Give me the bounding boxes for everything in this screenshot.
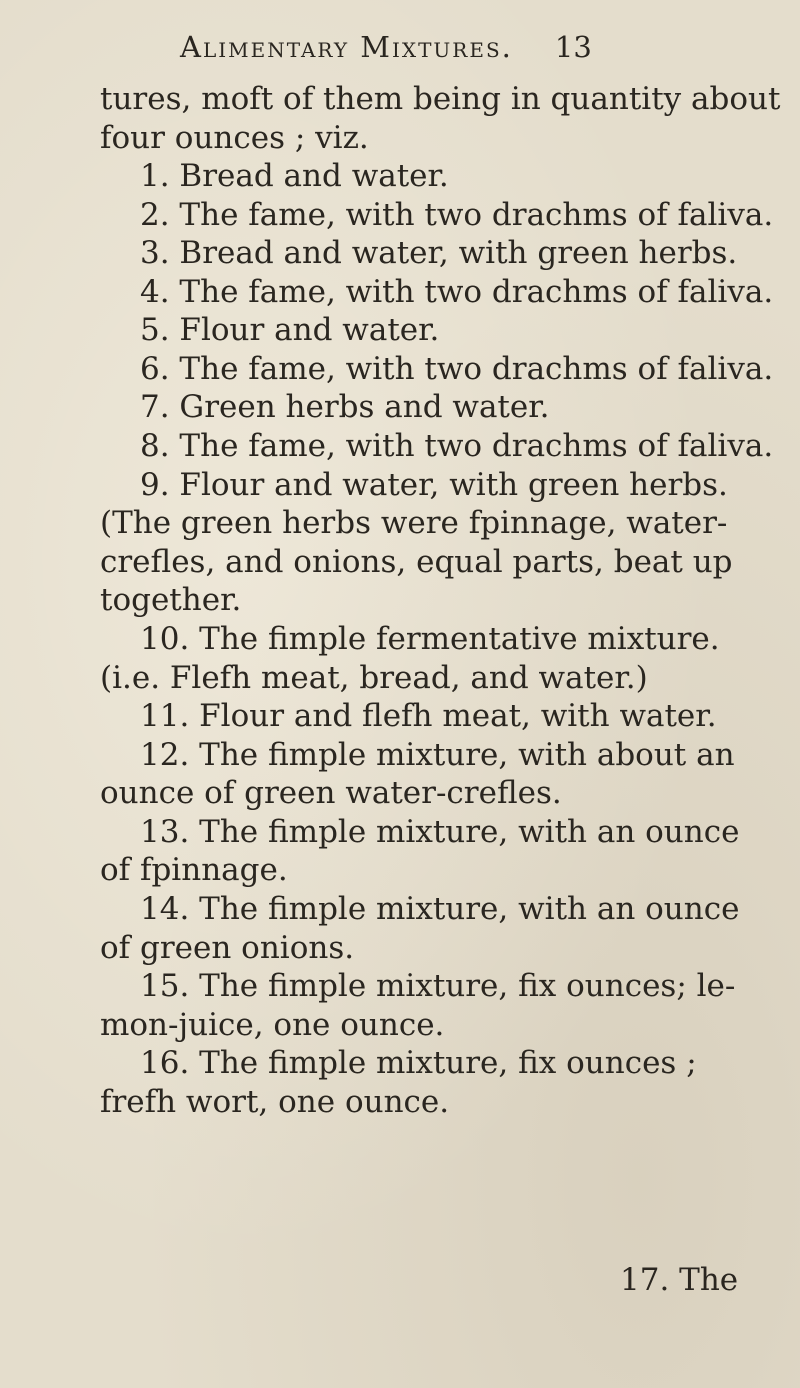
- list-item: 11. Flour and flefh meat, with water.: [140, 698, 717, 734]
- list-item: 2. The fame, with two drachms of faliva.: [140, 197, 774, 233]
- list-item: 15. The fimple mixture, fix ounces; le-: [140, 968, 736, 1004]
- text-line: frefh wort, one ounce.: [100, 1084, 450, 1120]
- list-item: 4. The fame, with two drachms of faliva.: [140, 274, 774, 310]
- catchword: 17. The: [620, 1262, 739, 1298]
- text-line: of green onions.: [100, 930, 355, 966]
- text-line: together.: [100, 582, 242, 618]
- text-line: of fpinnage.: [100, 852, 288, 888]
- text-line: (i.e. Flefh meat, bread, and water.): [100, 660, 648, 696]
- running-header: [180, 30, 780, 64]
- running-title: Alimentary Mixtures.: [180, 30, 513, 64]
- list-item: 10. The fimple fermentative mixture.: [140, 621, 720, 657]
- page-number: 13: [554, 30, 592, 64]
- list-item: 13. The fimple mixture, with an ounce: [140, 814, 740, 850]
- text-line: ounce of green water-crefles.: [100, 775, 562, 811]
- text-line: (The green herbs were fpinnage, water-: [100, 505, 728, 541]
- text-line: mon-juice, one ounce.: [100, 1007, 445, 1043]
- list-item: 8. The fame, with two drachms of faliva.: [140, 428, 774, 464]
- list-item: 14. The fimple mixture, with an ounce: [140, 891, 740, 927]
- text-line: four ounces ; viz.: [100, 120, 369, 156]
- list-item: 3. Bread and water, with green herbs.: [140, 235, 738, 271]
- list-item: 1. Bread and water.: [140, 158, 449, 194]
- list-item: 16. The fimple mixture, fix ounces ;: [140, 1045, 697, 1081]
- list-item: 7. Green herbs and water.: [140, 389, 550, 425]
- list-item: 12. The fimple mixture, with about an: [140, 737, 735, 773]
- list-item: 9. Flour and water, with green herbs.: [140, 467, 728, 503]
- list-item: 6. The fame, with two drachms of faliva.: [140, 351, 774, 387]
- text-line: crefles, and onions, equal parts, beat up: [100, 544, 733, 580]
- text-line: tures, moft of them being in quantity about: [100, 81, 781, 117]
- list-item: 5. Flour and water.: [140, 312, 440, 348]
